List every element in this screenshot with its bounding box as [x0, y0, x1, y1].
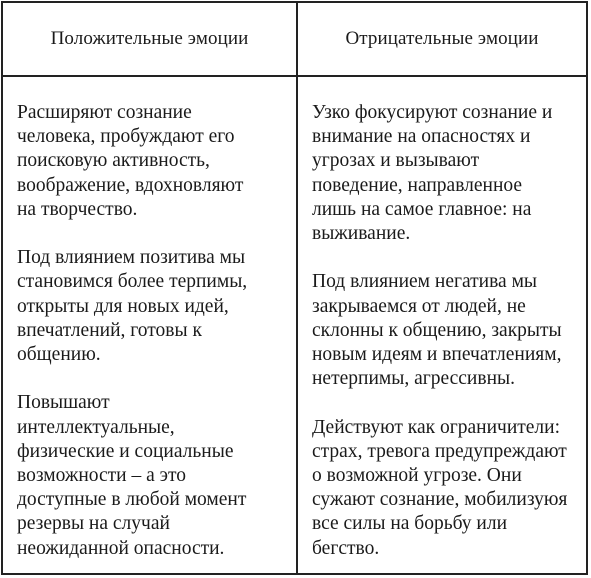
negative-emotions-cell [312, 101, 584, 561]
positive-paragraph: Под влиянием позитива мы становимся более терпимы, открыты для новых идей, впечатлений, готовы к общению. [17, 247, 248, 366]
column-divider [296, 3, 298, 573]
negative-paragraph: Действуют как ограничители: страх, тревога предупреждают о возможной угрозе. Они сужают сознание, мобилизуюя все силы на борьбу или бегство. [312, 416, 568, 559]
header-negative-emotions: Отрицательные эмоции [345, 28, 539, 49]
positive-paragraph: Расширяют сознание человека, пробуждают его поисковую активность, воображение, вдохновляют на творчество. [17, 102, 244, 220]
emotions-table [1, 1, 588, 575]
positive-emotions-cell [17, 101, 289, 561]
header-divider [3, 75, 586, 77]
negative-paragraph: Узко фокусируют сознание и внимание на опасностях и угрозах и вызывают поведение, направленное лишь на самое главное: на выживание. [312, 102, 553, 245]
header-positive-emotions: Положительные эмоции [50, 28, 249, 49]
positive-paragraph: Повышают интеллектуальные, физические и социальные возможности – а это доступные в любой момент резервы на случай неожиданной опасности. [17, 392, 247, 559]
negative-paragraph: Под влиянием негатива мы закрываемся от людей, не склонны к общению, закрыты новым идеям и впечатлениям, нетерпимы, агрессивны. [312, 271, 562, 390]
